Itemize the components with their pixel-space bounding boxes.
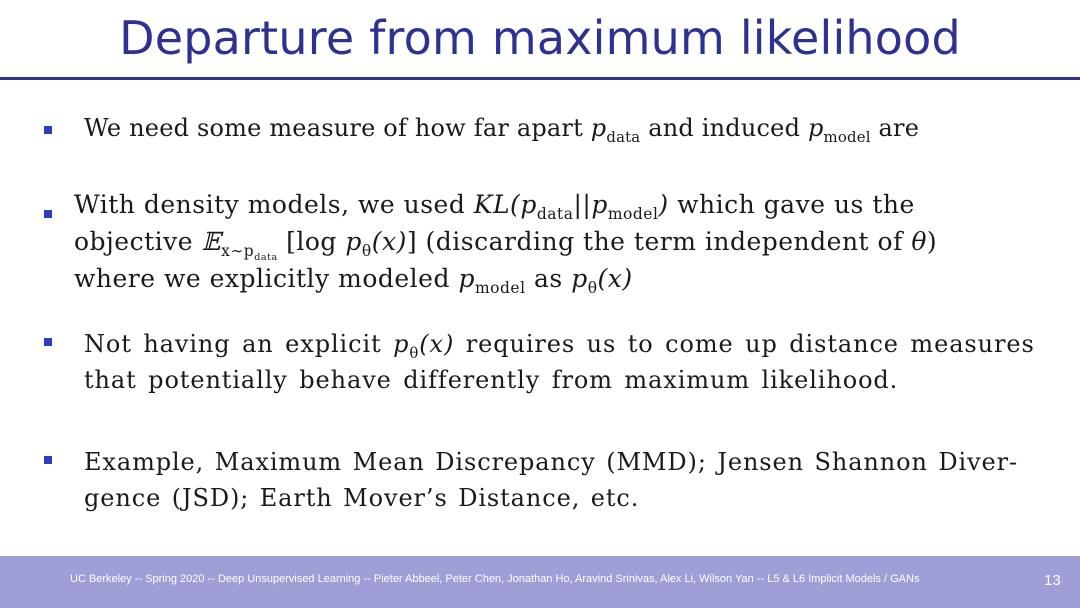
- bullet-text: [74, 186, 937, 297]
- footer-credits: UC Berkeley -- Spring 2020 -- Deep Unsupervised Learning -- Pieter Abbeel, Peter Chen, Jonathan Ho, Aravind Srinivas, Alex Li, Wilson Yan -- L5 & L6 Implicit Models / GANs: [70, 573, 920, 585]
- bullet-marker: [44, 338, 52, 346]
- title-divider: [0, 77, 1080, 80]
- bullet-marker: [44, 126, 52, 134]
- bullet-line: gence (JSD); Earth Mover’s Distance, etc.: [84, 484, 640, 512]
- bullet-text: [84, 444, 1018, 516]
- slide-title: Departure from maximum likelihood: [119, 11, 961, 65]
- page-number: 13: [1044, 572, 1061, 589]
- bullet-line: where we explicitly modeled $p_{model}$ as $p_\theta(x)$: [74, 264, 633, 298]
- bullet-line: With density models, we used $KL(p_{data}||p_{model})$ which gave us the: [74, 190, 915, 224]
- bullet-marker: [44, 456, 52, 464]
- bullet-marker: [44, 210, 52, 218]
- bullet-line: that potentially behave differently from maximum likelihood.: [84, 366, 899, 394]
- bullet-text: [84, 114, 920, 146]
- bullet-line: Not having an explicit $p_\theta(x)$ requires us to come up distance measures: [84, 330, 1035, 362]
- bullet-text: [84, 326, 1035, 398]
- bullet-line: We need some measure of how far apart $p_{data}$ and induced $p_{model}$ are: [84, 114, 920, 146]
- bullet-line: objective 𝔼$_{x\sim p_{data}}$ [log $p_\theta(x)$] (discarding the term independent of θ): [74, 227, 938, 264]
- bullet-line: Example, Maximum Mean Discrepancy (MMD); Jensen Shannon Diver-: [84, 448, 1019, 476]
